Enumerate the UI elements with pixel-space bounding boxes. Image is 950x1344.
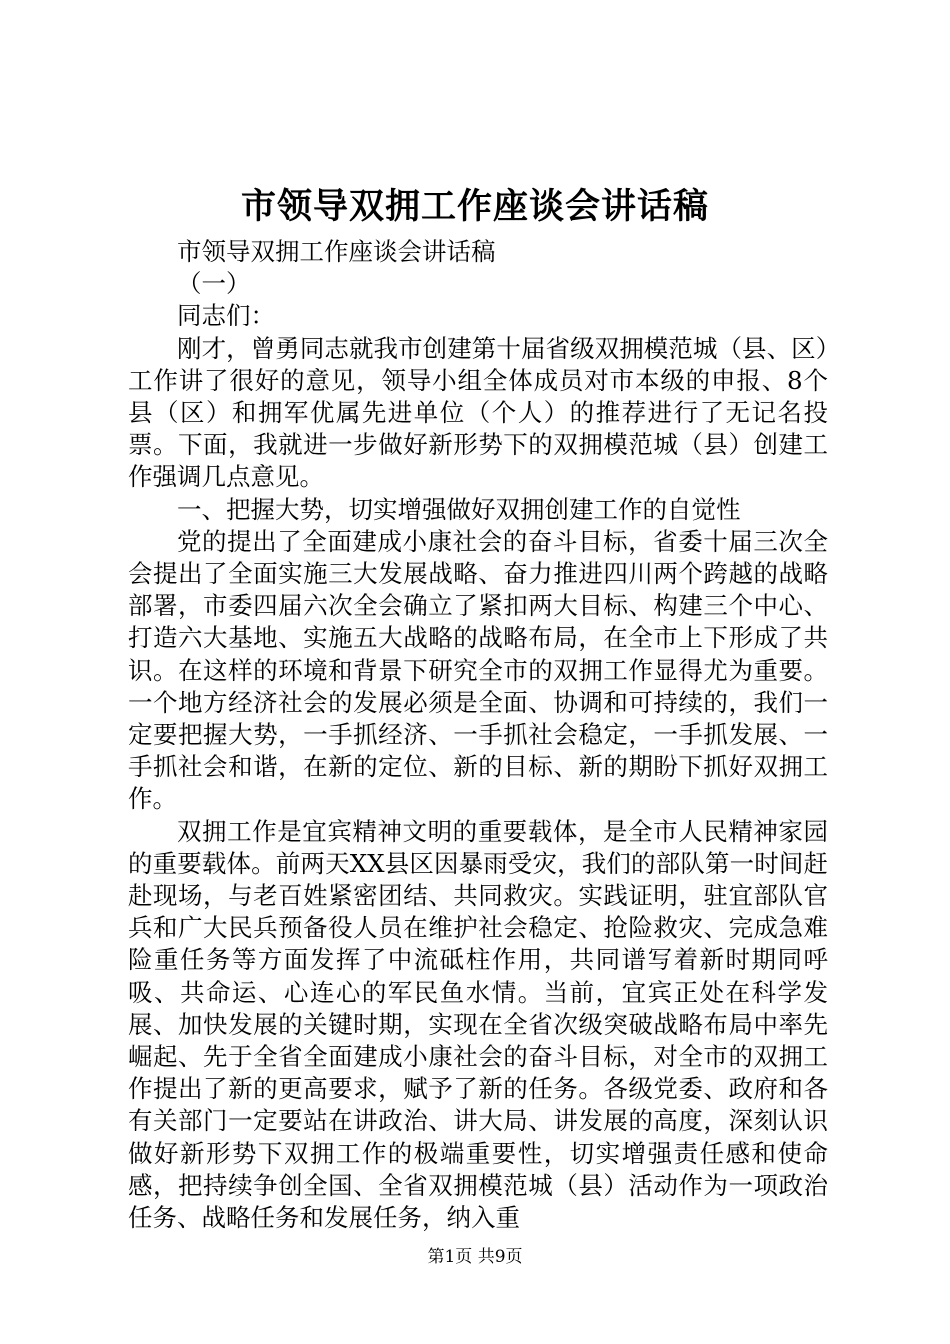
salutation-paragraph: 同志们： xyxy=(177,301,275,331)
body-paragraph: 双拥工作是宜宾精神文明的重要载体，是全市人民精神家园的重要载体。前两天XX县区因暴雨受灾，我们的部队第一时间赶赴现场，与老百姓紧密团结、共同救灾。实践证明，驻宜部队官兵和广大民兵预备役人员在维护社会稳定、抢险救灾、完成急难险重任务等方面发挥了中流砥柱作用，共同谱写着新时期同呼吸、共命运、心连心的军民鱼水情。当前，宜宾正处在科学发展、加快发展的关键时期，实现在全省次级突破战略布局中率先崛起、先于全省全面建成小康社会的奋斗目标，对全市的双拥工作提出了新的更高要求，赋予了新的任务。各级党委、政府和各有关部门一定要站在讲政治、讲大局、讲发展的高度，深刻认识做好新形势下双拥工作的极端重要性，切实增强责任感和使命感，把持续争创全国、全省双拥模范城（县）活动作为一项政治任务、战略任务和发展任务，纳入重 xyxy=(128,816,828,1233)
page-footer xyxy=(0,1245,950,1269)
body-paragraph: 刚才，曾勇同志就我市创建第十届省级双拥模范城（县、区）工作讲了很好的意见，领导小组全体成员对市本级的申报、8个县（区）和拥军优属先进单位（个人）的推荐进行了无记名投票。下面，我就进一步做好新形势下的双拥模范城（县）创建工作强调几点意见。 xyxy=(128,333,828,492)
document-title: 市领导双拥工作座谈会讲话稿 xyxy=(240,186,709,227)
section-heading: 一、把握大势，切实增强做好双拥创建工作的自觉性 xyxy=(177,494,741,524)
document-body xyxy=(128,236,828,1234)
page-number: 第1页 共9页 xyxy=(427,1247,523,1267)
body-paragraph: 党的提出了全面建成小康社会的奋斗目标，省委十届三次全会提出了全面实施三大发展战略、奋力推进四川两个跨越的战略部署，市委四届六次全会确立了紧扣两大目标、构建三个中心、打造六大基地、实施五大战略的战略布局，在全市上下形成了共识。在这样的环境和背景下研究全市的双拥工作显得尤为重要。一个地方经济社会的发展必须是全面、协调和可持续的，我们一定要把握大势，一手抓经济、一手抓社会稳定，一手抓发展、一手抓社会和谐，在新的定位、新的目标、新的期盼下抓好双拥工作。 xyxy=(128,526,828,814)
subtitle-paragraph: 市领导双拥工作座谈会讲话稿 xyxy=(177,237,496,266)
section-number-paragraph: （一） xyxy=(177,269,251,299)
